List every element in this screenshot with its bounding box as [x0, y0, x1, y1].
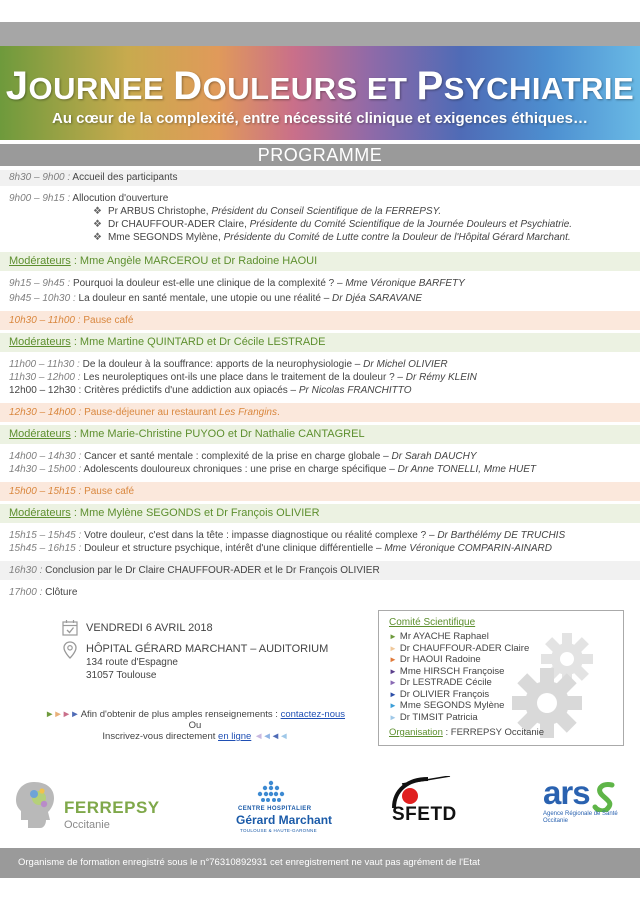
register-online-link[interactable]: en ligne: [218, 731, 252, 742]
schedule-row-session: 15h15 – 15h45 : Votre douleur, c'est dans la tête : impasse diagnostique ou réalité complexe ? – Dr Barthélémy DE TRUCHIS: [9, 530, 566, 541]
schedule-row-ouverture: 9h00 – 9h15 : Allocution d'ouverture: [9, 193, 169, 204]
top-grey-bar: [0, 22, 640, 46]
ferrepsy-logo-subtext: Occitanie: [64, 819, 110, 831]
sfetd-logo-text: SFETD: [392, 804, 457, 825]
location-pin-icon: [63, 641, 77, 659]
triangle-bullet-icon: ►: [389, 689, 397, 699]
moderators-row-4: Modérateurs : Mme Mylène SEGONDS et Dr François OLIVIER: [0, 504, 640, 523]
committee-member: ► Mme SEGONDS Mylène: [389, 700, 505, 711]
schedule-row-accueil: 8h30 – 9h00 : Accueil des participants: [0, 170, 640, 186]
diamond-bullet-icon: ❖: [93, 206, 102, 217]
triangle-bullet-icon: ►: [389, 643, 397, 653]
moderators-row-3: Modérateurs : Mme Marie-Christine PUYOO et Dr Nathalie CANTAGREL: [0, 425, 640, 444]
diamond-bullet-icon: ❖: [93, 219, 102, 230]
triangle-bullet-icon: ►: [389, 666, 397, 676]
committee-member: ► Dr OLIVIER François: [389, 688, 490, 700]
moderators-row-1: Modérateurs : Mme Angèle MARCEROU et Dr Radoine HAOUI: [0, 252, 640, 271]
scientific-committee-box: [378, 610, 624, 746]
triangle-bullet-icon: ►: [389, 632, 397, 641]
speaker-item: ❖ Pr ARBUS Christophe, Président du Conseil Scientifique de la FERREPSY.: [93, 206, 442, 217]
event-city: 31057 Toulouse: [86, 670, 157, 681]
schedule-row-session: 11h00 – 11h30 : De la douleur à la souffrance: apports de la neurophysiologie – Dr Michel OLIVIER: [9, 359, 448, 370]
hospital-logo-line1: CENTRE HOSPITALIER: [238, 806, 312, 812]
committee-member: ► Dr HAOUI Radoine: [389, 654, 481, 665]
speaker-item: ❖ Dr CHAUFFOUR-ADER Claire, Présidente du Comité Scientifique de la Journée Douleurs et Psychiatrie.: [93, 219, 573, 230]
ars-logo-sub1: Agence Régionale de Santé: [543, 811, 618, 817]
schedule-row-session: 15h45 – 16h15 : Douleur et structure psychique, intérêt d'une clinique différentielle – Mme Véronique COMPARIN-AINARD: [9, 543, 552, 554]
ars-logo-swoosh-icon: [592, 782, 618, 812]
moderators-row-2: Modérateurs : Mme Martine QUINTARD et Dr Cécile LESTRADE: [0, 333, 640, 352]
ferrepsy-logo-text: FERREPSY: [64, 798, 160, 817]
hospital-logo-line3: TOULOUSE & HAUTE-GARONNE: [240, 828, 317, 833]
hospital-logo-line2: Gérard Marchant: [236, 813, 333, 827]
event-subtitle: Au cœur de la complexité, entre nécessité clinique et exigences éthiques…: [51, 110, 588, 127]
ars-logo-sub2: Occitanie: [543, 818, 569, 824]
contact-link[interactable]: contactez-nous: [280, 709, 346, 720]
schedule-row-conclusion: 16h30 : Conclusion par le Dr Claire CHAUFFOUR-ADER et le Dr François OLIVIER: [0, 561, 640, 580]
ars-logo-text: ars: [543, 774, 590, 811]
schedule-row-cloture: 17h00 : Clôture: [9, 587, 78, 598]
speaker-item: ❖ Mme SEGONDS Mylène, Présidente du Comité de Lutte contre la Douleur de l'Hôpital Gérard Marchant.: [93, 232, 571, 243]
event-venue: HÔPITAL GÉRARD MARCHANT – AUDITORIUM: [86, 643, 329, 655]
event-title: JOURNEE DOULEURS ET PSYCHIATRIE: [5, 64, 635, 108]
triangle-bullet-icon: ►: [389, 678, 397, 687]
committee-member: ► Mr AYACHE Raphael: [389, 631, 489, 642]
schedule-row-session: 14h00 – 14h30 : Cancer et santé mentale : complexité de la prise en charge globale – Dr Sarah DAUCHY: [9, 451, 477, 462]
title-banner: [0, 46, 640, 140]
committee-member: ► Mme HIRSCH Françoise: [389, 665, 505, 677]
schedule-row-session: 9h45 – 10h30 : La douleur en santé mentale, une utopie ou une réalité – Dr Djéa SARAVANE: [9, 293, 423, 304]
event-street: 134 route d'Espagne: [86, 657, 178, 668]
committee-member: ► Dr TIMSIT Patricia: [389, 711, 478, 723]
triangle-bullet-icon: ►: [389, 701, 397, 710]
committee-member: ► Dr LESTRADE Cécile: [389, 677, 492, 688]
ferrepsy-logo-icon: [14, 780, 56, 832]
schedule-row-session: 12h00 – 12h30 : Critères prédictifs d'une addiction aux opiacés – Pr Nicolas FRANCHITTO: [9, 385, 412, 396]
schedule-row-pause: 15h00 – 15h15 : Pause café: [0, 482, 640, 501]
arrow-bullets-icon: ►►►►: [44, 709, 79, 720]
register-line: Inscrivez-vous directement en ligne ◄◄◄◄: [102, 731, 288, 742]
organisation-line: Organisation : FERREPSY Occitanie: [389, 727, 545, 738]
schedule-row-session: 14h30 – 15h00 : Adolescents douloureux chroniques : une prise en charge spécifique – Dr Anne TONELLI, Mme HUET: [9, 464, 536, 475]
triangle-bullet-icon: ►: [389, 712, 397, 722]
contact-or: Ou: [188, 720, 202, 731]
calendar-icon: [62, 619, 78, 636]
schedule-row-session: 11h30 – 12h00 : Les neuroleptiques ont-ils une place dans le traitement de la douleur ? – Dr Rémy KLEIN: [9, 372, 477, 383]
arrow-left-bullets-icon: ◄◄◄◄: [253, 731, 288, 742]
schedule-row-session: 9h15 – 9h45 : Pourquoi la douleur est-elle une clinique de la complexité ? – Mme Véronique BARFETY: [9, 278, 465, 289]
programme-heading: PROGRAMME: [0, 144, 640, 166]
schedule-row-pause: 10h30 – 11h00 : Pause café: [0, 311, 640, 330]
event-date: VENDREDI 6 AVRIL 2018: [86, 622, 213, 634]
schedule-row-lunch: 12h30 – 14h00 : Pause-déjeuner au restaurant Les Frangins.: [0, 403, 640, 422]
committee-title: Comité Scientifique: [389, 617, 476, 628]
diamond-bullet-icon: ❖: [93, 232, 102, 243]
committee-member: ► Dr CHAUFFOUR-ADER Claire: [389, 642, 530, 654]
hospital-logo-icon: [256, 780, 286, 804]
triangle-bullet-icon: ►: [389, 655, 397, 664]
contact-line: ►►►► Afin d'obtenir de plus amples renseignements : contactez-nous: [44, 709, 346, 720]
footer-registration-note: Organisme de formation enregistré sous le n°76310892931 cet enregistrement ne vaut pas agrément de l'Etat: [0, 848, 640, 878]
